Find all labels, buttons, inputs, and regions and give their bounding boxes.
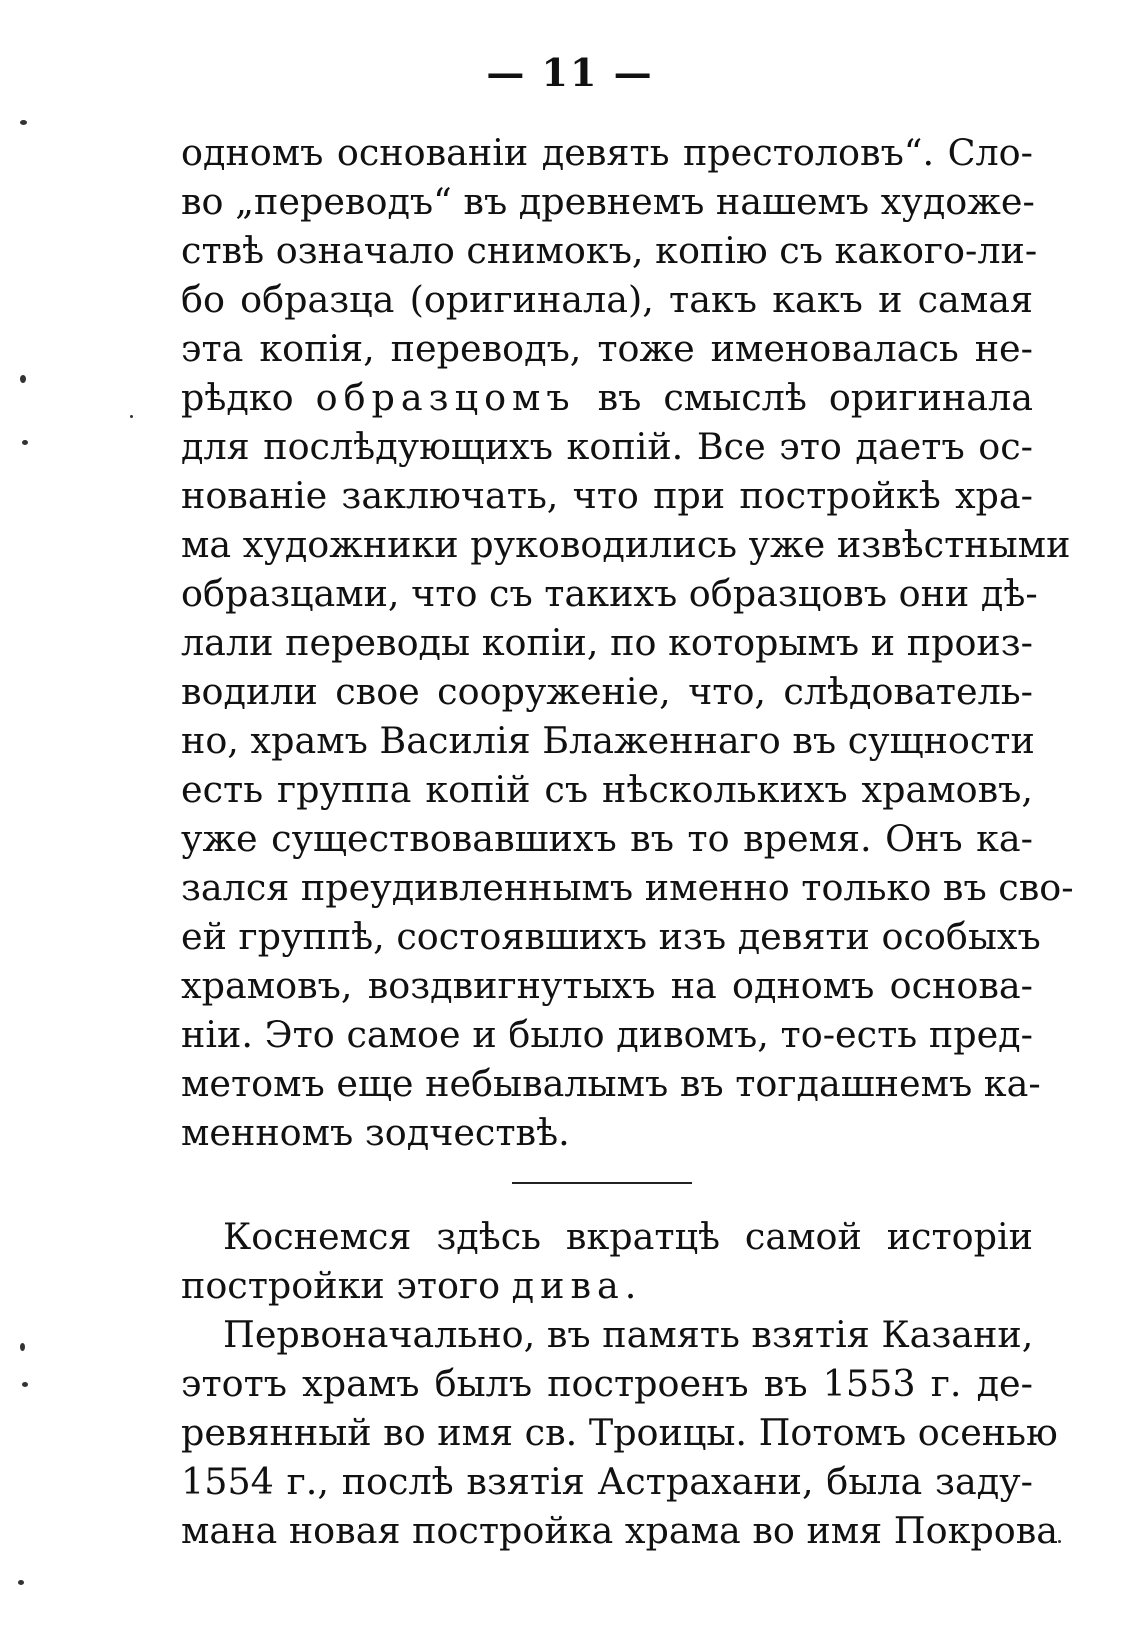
paragraph-3	[181, 1310, 1059, 1555]
text-line: менномъ зодчествѣ.	[181, 1111, 570, 1154]
scan-speck	[20, 375, 26, 383]
scan-speck	[18, 1580, 24, 1585]
spaced-emphasis-word: образцомъ	[315, 376, 576, 419]
spaced-emphasis-word: дива	[511, 1264, 625, 1307]
text-fragment: постройки этого	[181, 1264, 512, 1307]
text-line: уже существовавшихъ въ то время. Онъ ка-	[181, 817, 1033, 860]
text-line: водили свое сооруженiе, что, слѣдователь-	[181, 670, 1033, 713]
text-line: есть группа копiй съ нѣсколькихъ храмовъ,	[181, 768, 1033, 811]
text-line: храмовъ, воздвигнутыхъ на одномъ основа-	[181, 964, 1033, 1007]
text-line: во „переводъ“ въ древнемъ нашемъ художе-	[181, 180, 1035, 223]
paragraph-1	[181, 128, 1074, 1157]
text-fragment: въ смыслѣ оригинала	[575, 376, 1033, 419]
text-line: ма художники руководились уже извѣстными	[181, 523, 1071, 566]
text-line: Коснемся здѣсь вкратцѣ самой исторiи	[223, 1215, 1033, 1258]
scan-speck	[22, 440, 28, 445]
text-fragment: .	[624, 1264, 637, 1307]
scan-speck	[1058, 1540, 1061, 1543]
text-line: образцами, что съ такихъ образцовъ они дѣ-	[181, 572, 1038, 615]
section-separator	[512, 1182, 692, 1184]
text-line: одномъ основанiи девять престоловъ“. Сло-	[181, 131, 1033, 174]
text-line: нiи. Это самое и было дивомъ, то-есть пред-	[181, 1013, 1033, 1056]
text-line: бо образца (оригинала), такъ какъ и самая	[181, 278, 1033, 321]
text-fragment: рѣдко	[181, 376, 316, 419]
text-line: Первоначально, въ память взятiя Казани,	[223, 1313, 1034, 1356]
text-line	[181, 1261, 1033, 1310]
text-line: для послѣдующихъ копiй. Все это даетъ ос-	[181, 425, 1033, 468]
text-line	[181, 373, 1033, 422]
text-line: лали переводы копiи, по которымъ и произ-	[181, 621, 1033, 664]
text-line: нованiе заключать, что при постройкѣ хра-	[181, 474, 1033, 517]
page-number: — 11 —	[486, 50, 654, 95]
scan-speck	[20, 1343, 25, 1351]
scan-speck	[20, 120, 27, 125]
text-line: но, храмъ Василiя Блаженнаго въ сущности	[181, 719, 1035, 762]
scan-speck	[22, 1382, 28, 1387]
paragraph-2	[181, 1212, 1033, 1310]
text-line: ей группѣ, состоявшихъ изъ девяти особыхъ	[181, 915, 1041, 958]
text-line: этотъ храмъ былъ построенъ въ 1553 г. де-	[181, 1362, 1033, 1405]
scan-speck	[130, 415, 133, 418]
text-line: мана новая постройка храма во имя Покрова	[181, 1509, 1059, 1552]
text-line: зался преудивленнымъ именно только въ сво-	[181, 866, 1074, 909]
text-line: ствѣ означало снимокъ, копiю съ какого-ли-	[181, 229, 1038, 272]
text-line: ревянный во имя св. Троицы. Потомъ осенью	[181, 1411, 1058, 1454]
text-line: 1554 г., послѣ взятiя Астрахани, была заду-	[181, 1460, 1033, 1503]
text-line: эта копiя, переводъ, тоже именовалась не-	[181, 327, 1033, 370]
text-line: метомъ еще небывалымъ въ тогдашнемъ ка-	[181, 1062, 1041, 1105]
